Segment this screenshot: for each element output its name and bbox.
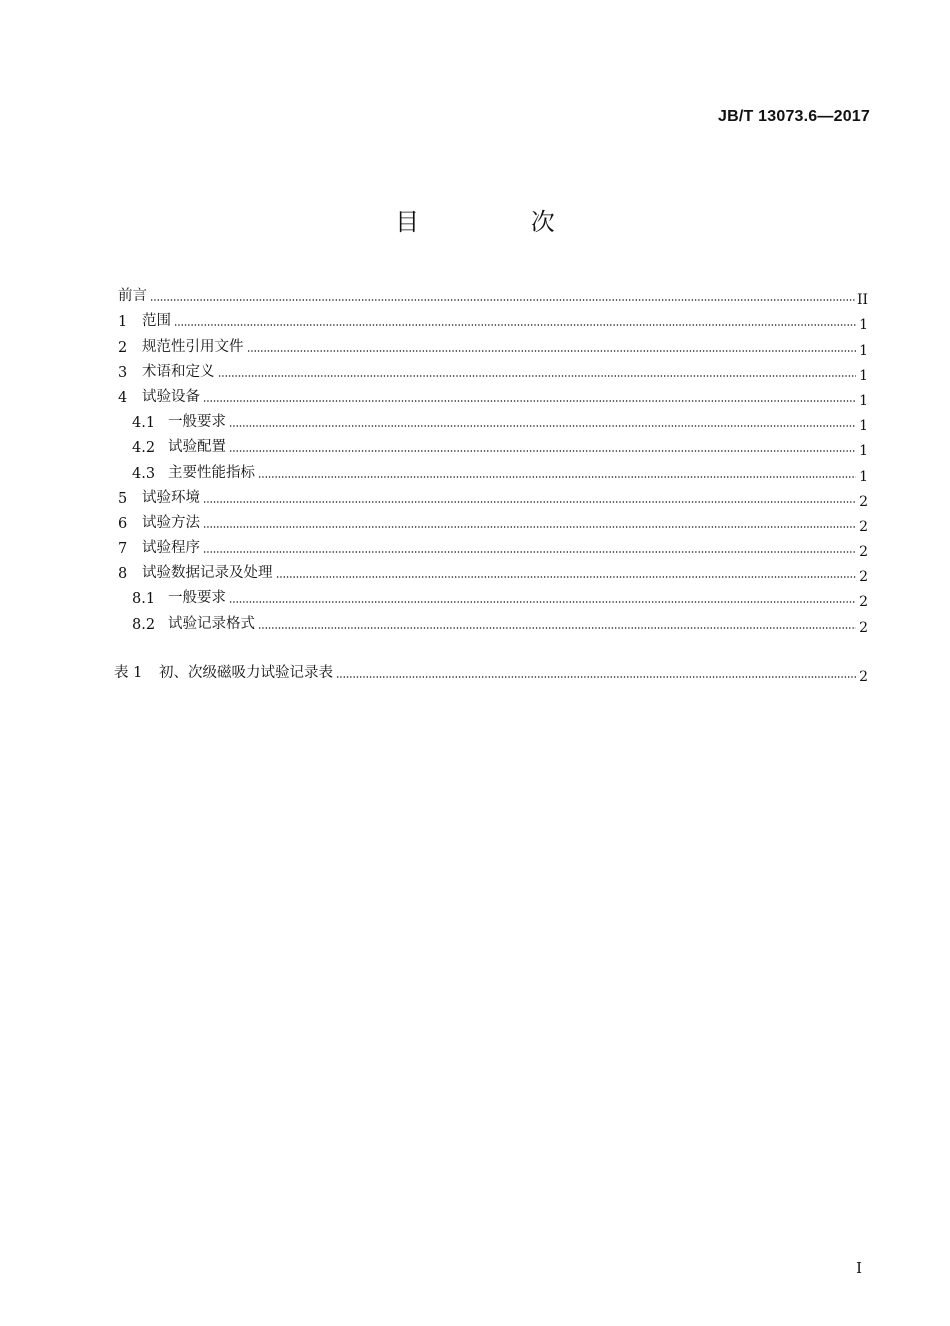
toc-leader [229, 425, 856, 427]
toc-label: 前言 [118, 288, 147, 305]
toc-number: 8.1 [132, 591, 156, 608]
toc-number: 1 [118, 314, 128, 331]
toc-label: 术语和定义 [142, 363, 215, 380]
toc-label: 主要性能指标 [168, 464, 255, 481]
toc-number: 4.3 [132, 465, 156, 482]
page-number: I [856, 1259, 862, 1277]
toc-number: 表 1 [114, 664, 143, 681]
toc-label: 试验设备 [142, 388, 200, 405]
toc-entry-foreword[interactable] [118, 280, 868, 309]
toc-label: 初、次级磁吸力试验记录表 [159, 664, 333, 681]
toc-number: 7 [118, 541, 128, 558]
toc-entry-8[interactable] [118, 557, 868, 586]
toc-page: 2 [859, 493, 868, 510]
toc-leader [247, 350, 857, 352]
toc-page: 2 [859, 518, 868, 535]
toc-number: 6 [118, 515, 128, 532]
toc-number: 4.1 [132, 415, 156, 432]
toc-label: 一般要求 [168, 590, 226, 607]
toc-entry-8-2[interactable] [118, 607, 868, 636]
toc-label: 规范性引用文件 [142, 338, 244, 355]
toc-leader [203, 400, 856, 402]
toc-label: 范围 [142, 313, 171, 330]
toc-leader [336, 676, 856, 678]
toc-entry-4-1[interactable] [118, 406, 868, 435]
toc-number: 8 [118, 566, 128, 583]
toc-label: 试验方法 [142, 514, 200, 531]
standard-code: JB/T 13073.6—2017 [718, 108, 870, 125]
toc-page: 1 [859, 468, 868, 485]
toc-leader [258, 627, 856, 629]
toc-leader [174, 324, 856, 326]
toc-page: 2 [859, 569, 868, 586]
toc-entry-2[interactable] [118, 330, 868, 359]
toc-page: 1 [859, 317, 868, 334]
toc-leader [150, 299, 855, 301]
toc-page: 1 [859, 392, 868, 409]
toc-number: 3 [118, 364, 128, 381]
toc-number: 4 [118, 389, 128, 406]
toc-entry-3[interactable] [118, 356, 868, 384]
toc-number: 5 [118, 490, 128, 507]
toc-leader [258, 476, 856, 478]
toc-entry-table-1[interactable] [114, 657, 868, 685]
toc-page: 1 [859, 443, 868, 460]
toc-entry-4[interactable] [118, 381, 868, 409]
toc-entry-6[interactable] [118, 507, 868, 535]
toc-label: 一般要求 [168, 414, 226, 431]
toc-number: 4.2 [132, 440, 156, 457]
toc-leader [203, 526, 856, 528]
toc-label: 试验记录格式 [168, 615, 255, 632]
toc-label: 试验数据记录及处理 [142, 565, 273, 582]
toc-entry-4-3[interactable] [118, 456, 868, 485]
toc-entry-1[interactable] [118, 305, 868, 334]
toc-page: 2 [859, 594, 868, 611]
toc-leader [203, 551, 856, 553]
toc-leader [218, 375, 857, 377]
toc-leader [229, 601, 856, 603]
toc-page: 1 [859, 418, 868, 435]
toc-page: 1 [859, 342, 868, 359]
toc-page: 2 [859, 619, 868, 636]
toc-leader [229, 450, 856, 452]
table-of-contents [114, 280, 868, 685]
toc-entry-7[interactable] [118, 532, 868, 561]
toc-number: 8.2 [132, 616, 156, 633]
toc-entry-5[interactable] [118, 482, 868, 510]
toc-page: 2 [859, 668, 868, 685]
toc-leader [276, 576, 857, 578]
toc-label: 试验配置 [168, 439, 226, 456]
page-title: 目 次 [395, 208, 607, 236]
toc-leader [203, 501, 856, 503]
toc-entry-8-1[interactable] [118, 582, 868, 611]
toc-label: 试验环境 [142, 489, 200, 506]
toc-number: 2 [118, 339, 128, 356]
toc-label: 试验程序 [142, 540, 200, 557]
toc-page: 2 [859, 544, 868, 561]
toc-page: 1 [859, 367, 868, 384]
toc-page: II [856, 292, 868, 309]
toc-entry-4-2[interactable] [118, 431, 868, 460]
